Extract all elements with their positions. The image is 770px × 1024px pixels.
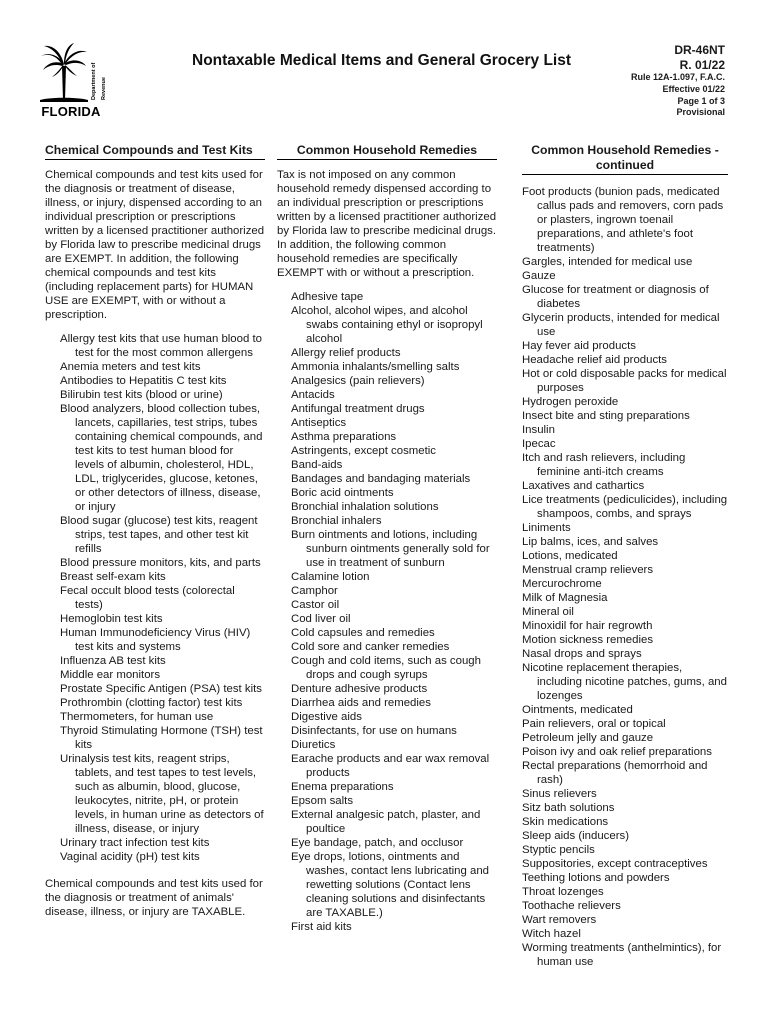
- chemical-compounds-column: [45, 143, 265, 929]
- list-item: Thermometers, for human use: [60, 711, 214, 723]
- list-item: Witch hazel: [522, 928, 581, 940]
- logo-florida-text: FLORIDA: [41, 104, 101, 119]
- list-item: Burn ointments and lotions, including sunburn ointments generally sold for use in treatment of sunburn: [291, 529, 490, 569]
- list-item: Toothache relievers: [522, 900, 621, 912]
- household-remedies-intro: Tax is not imposed on any common household remedy dispensed according to an individual prescription or prescriptions written by a licensed practitioner authorized by Florida law to prescribe medicinal drugs. In addition, the following common household remedies are specifically EXEMPT with or without a prescription.: [277, 169, 497, 279]
- list-item: Astringents, except cosmetic: [291, 445, 436, 457]
- list-item: Influenza AB test kits: [60, 655, 166, 667]
- effective-date: Effective 01/22: [662, 83, 725, 94]
- list-item: Antibodies to Hepatitis C test kits: [60, 375, 227, 387]
- list-item: Bandages and bandaging materials: [291, 473, 471, 485]
- list-item: Glycerin products, intended for medical use: [522, 312, 720, 338]
- list-item: Lip balms, ices, and salves: [522, 536, 659, 548]
- list-item: Band-aids: [291, 459, 343, 471]
- list-item: Liniments: [522, 522, 571, 534]
- list-item: Sleep aids (inducers): [522, 830, 629, 842]
- list-item: Menstrual cramp relievers: [522, 564, 654, 576]
- list-item: Anemia meters and test kits: [60, 361, 201, 373]
- list-item: Insect bite and sting preparations: [522, 410, 690, 422]
- list-item: Calamine lotion: [291, 571, 370, 583]
- list-item: Prostate Specific Antigen (PSA) test kits: [60, 683, 262, 695]
- list-item: Epsom salts: [291, 795, 354, 807]
- list-item: Castor oil: [291, 599, 340, 611]
- form-number: DR-46NT: [674, 43, 725, 57]
- list-item: Cold capsules and remedies: [291, 627, 435, 639]
- continued-heading-line1: Common Household Remedies -: [531, 143, 719, 157]
- list-item: Suppositories, except contraceptives: [522, 858, 708, 870]
- list-item: Camphor: [291, 585, 338, 597]
- list-item: Hay fever aid products: [522, 340, 636, 352]
- list-item: Blood sugar (glucose) test kits, reagent strips, test tapes, and other test kit refills: [60, 515, 258, 555]
- list-item: Prothrombin (clotting factor) test kits: [60, 697, 243, 709]
- list-item: Throat lozenges: [522, 886, 604, 898]
- chemical-compounds-outro: Chemical compounds and test kits used for the diagnosis or treatment of animals' disease, illness, or injury are TAXABLE.: [45, 878, 263, 918]
- list-item: Petroleum jelly and gauze: [522, 732, 654, 744]
- list-item: Urinary tract infection test kits: [60, 837, 210, 849]
- list-item: Nasal drops and sprays: [522, 648, 642, 660]
- list-item: Nicotine replacement therapies, including nicotine patches, gums, and lozenges: [522, 662, 727, 702]
- list-item: Gauze: [522, 270, 556, 282]
- list-item: Antifungal treatment drugs: [291, 403, 425, 415]
- form-identifier: [674, 43, 725, 73]
- list-item: Diuretics: [291, 739, 336, 751]
- list-item: Breast self-exam kits: [60, 571, 166, 583]
- list-item: Cold sore and canker remedies: [291, 641, 450, 653]
- form-meta: [631, 72, 725, 119]
- list-item: Bronchial inhalation solutions: [291, 501, 439, 513]
- household-remedies-heading: Common Household Remedies: [277, 143, 497, 160]
- list-item: Thyroid Stimulating Hormone (TSH) test kits: [60, 725, 263, 751]
- list-item: Eye bandage, patch, and occlusor: [291, 837, 464, 849]
- list-item: Teething lotions and powders: [522, 872, 670, 884]
- list-item: Blood analyzers, blood collection tubes, lancets, capillaries, test strips, tubes containing chemical compounds, and test kits to test human blood for levels of albumin, cholesterol, HDL, LDL, triglycerides, glucose, ketones, or other detectors of illness, disease, or injury: [60, 403, 263, 513]
- list-item: Eye drops, lotions, ointments and washes, contact lens lubricating and rewetting solutions (Contact lens cleaning solutions and disinfectants are TAXABLE.): [291, 851, 489, 919]
- list-item: Foot products (bunion pads, medicated callus pads and removers, corn pads or plasters, ingrown toenail preparations, and athlete's foot treatments): [522, 186, 724, 254]
- list-item: Ointments, medicated: [522, 704, 633, 716]
- household-remedies-list: [291, 290, 497, 934]
- continued-heading-line2: continued: [595, 158, 655, 172]
- page-number: Page 1 of 3: [677, 95, 725, 106]
- florida-dor-logo: [40, 42, 107, 120]
- list-item: Digestive aids: [291, 711, 362, 723]
- list-item: Middle ear monitors: [60, 669, 161, 681]
- list-item: Earache products and ear wax removal products: [291, 753, 490, 779]
- logo-department-text: Department of Revenue: [91, 62, 107, 100]
- list-item: Cod liver oil: [291, 613, 351, 625]
- chemical-compounds-list: [60, 332, 265, 864]
- list-item: First aid kits: [291, 921, 352, 933]
- list-item: Styptic pencils: [522, 844, 595, 856]
- list-item: Cough and cold items, such as cough drops and cough syrups: [291, 655, 481, 681]
- list-item: Pain relievers, oral or topical: [522, 718, 666, 730]
- list-item: Ammonia inhalants/smelling salts: [291, 361, 460, 373]
- list-item: Sinus relievers: [522, 788, 597, 800]
- list-item: Asthma preparations: [291, 431, 397, 443]
- list-item: Analgesics (pain relievers): [291, 375, 425, 387]
- list-item: Rectal preparations (hemorrhoid and rash): [522, 760, 708, 786]
- list-item: Worming treatments (anthelmintics), for human use: [522, 942, 722, 968]
- list-item: Sitz bath solutions: [522, 802, 615, 814]
- page-title: Nontaxable Medical Items and General Grocery List: [192, 52, 572, 69]
- list-item: Hydrogen peroxide: [522, 396, 619, 408]
- list-item: Motion sickness remedies: [522, 634, 654, 646]
- list-item: Ipecac: [522, 438, 556, 450]
- list-item: Hot or cold disposable packs for medical purposes: [522, 368, 727, 394]
- form-revision: R. 01/22: [679, 58, 725, 72]
- list-item: Milk of Magnesia: [522, 592, 608, 604]
- list-item: Lotions, medicated: [522, 550, 618, 562]
- list-item: Diarrhea aids and remedies: [291, 697, 431, 709]
- list-item: Fecal occult blood tests (colorectal tests): [60, 585, 235, 611]
- list-item: Bilirubin test kits (blood or urine): [60, 389, 223, 401]
- list-item: Adhesive tape: [291, 291, 364, 303]
- list-item: Mercurochrome: [522, 578, 602, 590]
- list-item: Allergy relief products: [291, 347, 401, 359]
- rule-citation: Rule 12A-1.097, F.A.C.: [630, 72, 725, 82]
- list-item: Hemoglobin test kits: [60, 613, 163, 625]
- list-item: Lice treatments (pediculicides), including shampoos, combs, and sprays: [522, 494, 728, 520]
- list-item: Headache relief aid products: [522, 354, 668, 366]
- list-item: Vaginal acidity (pH) test kits: [60, 851, 200, 863]
- list-item: Antacids: [291, 389, 335, 401]
- chemical-compounds-intro: Chemical compounds and test kits used for the diagnosis or treatment of disease, illness, or injury, dispensed according to an individual prescription or prescriptions written by a licensed practitioner authorized by Florida law to prescribe medicinal drugs are EXEMPT. In addition, the following chemical compounds and test kits (including replacement parts) for HUMAN USE are EXEMPT, with or without a prescription.: [45, 169, 265, 321]
- palm-tree-icon: [40, 42, 88, 102]
- household-remedies-continued-heading: [522, 143, 728, 175]
- list-item: Urinalysis test kits, reagent strips, tablets, and test tapes to test levels, such as albumin, blood, glucose, leukocytes, nitrite, pH, or protein levels, in human urine as detectors of illness, disease, or injury: [60, 753, 264, 835]
- list-item: Mineral oil: [522, 606, 574, 618]
- list-item: Antiseptics: [291, 417, 347, 429]
- list-item: Allergy test kits that use human blood to test for the most common allergens: [60, 333, 262, 359]
- list-item: Minoxidil for hair regrowth: [522, 620, 653, 632]
- list-item: Boric acid ointments: [291, 487, 394, 499]
- list-item: Disinfectants, for use on humans: [291, 725, 457, 737]
- list-item: Poison ivy and oak relief preparations: [522, 746, 712, 758]
- list-item: Itch and rash relievers, including feminine anti-itch creams: [522, 452, 686, 478]
- chemical-compounds-heading: Chemical Compounds and Test Kits: [45, 143, 265, 160]
- list-item: Blood pressure monitors, kits, and parts: [60, 557, 261, 569]
- list-item: Wart removers: [522, 914, 597, 926]
- household-remedies-continued-list: [522, 185, 728, 969]
- household-remedies-column: [277, 143, 497, 934]
- list-item: Insulin: [522, 424, 555, 436]
- list-item: Human Immunodeficiency Virus (HIV) test kits and systems: [60, 627, 251, 653]
- household-remedies-continued-column: [522, 143, 728, 969]
- list-item: Laxatives and cathartics: [522, 480, 645, 492]
- provisional-label: Provisional: [676, 107, 725, 118]
- list-item: Denture adhesive products: [291, 683, 428, 695]
- list-item: External analgesic patch, plaster, and poultice: [291, 809, 481, 835]
- list-item: Enema preparations: [291, 781, 394, 793]
- list-item: Bronchial inhalers: [291, 515, 382, 527]
- list-item: Alcohol, alcohol wipes, and alcohol swabs containing ethyl or isopropyl alcohol: [291, 305, 483, 345]
- list-item: Glucose for treatment or diagnosis of diabetes: [522, 284, 709, 310]
- list-item: Gargles, intended for medical use: [522, 256, 693, 268]
- list-item: Skin medications: [522, 816, 609, 828]
